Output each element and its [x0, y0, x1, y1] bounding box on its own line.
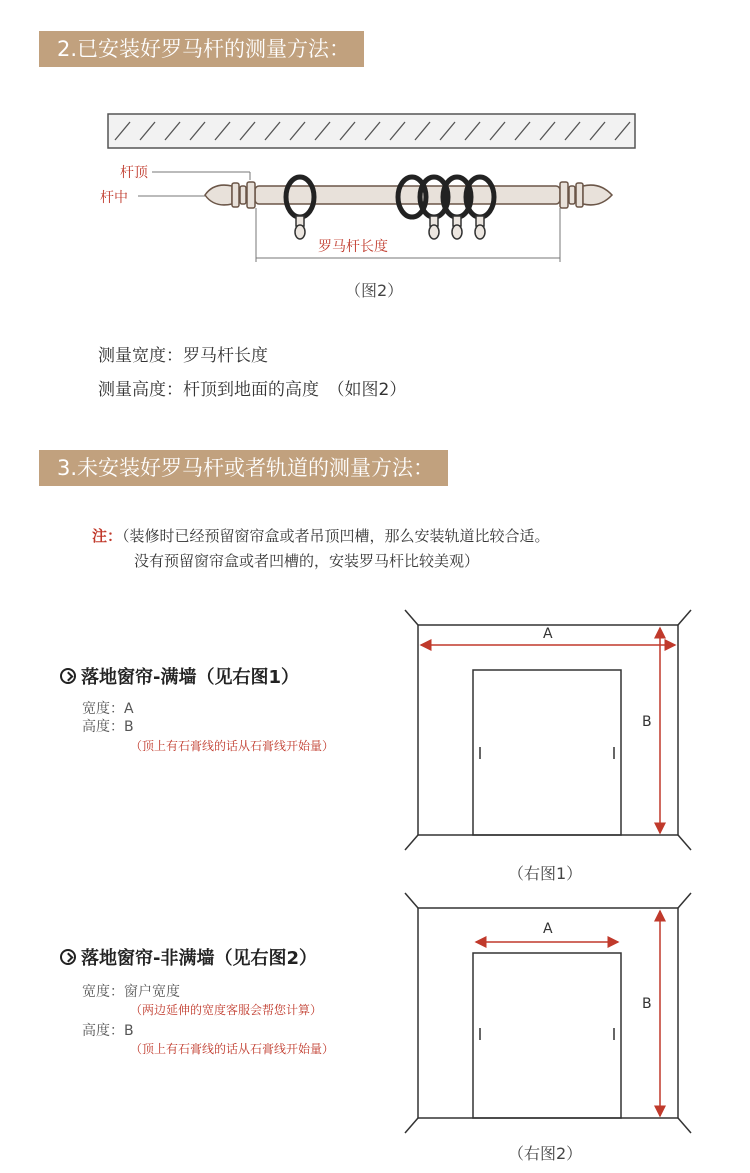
case2-heading	[60, 944, 317, 970]
case2-height-note: （顶上有石膏线的话从石膏线开始量）	[130, 1042, 335, 1056]
case2-width: 宽度：窗户宽度	[82, 984, 180, 1000]
note-line-1	[92, 525, 550, 546]
case1-width: 宽度：A	[82, 701, 134, 717]
section2-banner: 2.已安装好罗马杆的测量方法：	[39, 31, 364, 67]
case1-height: 高度：B	[82, 719, 134, 735]
case2-width-note: （两边延伸的宽度客服会帮您计算）	[130, 1003, 323, 1017]
label-rod-middle: 杆中	[100, 190, 128, 206]
case1-heading	[60, 663, 299, 689]
note-text-1: （装修时已经预留窗帘盒或者吊顶凹槽，那么安装轨道比较合适。	[122, 527, 550, 545]
rod-length-label: 罗马杆长度	[318, 239, 388, 255]
case1-heading-text: 落地窗帘-满墙（见右图1）	[81, 667, 299, 688]
chevron-circle-right-icon	[60, 668, 76, 684]
roman-rod	[205, 182, 612, 208]
fig1-caption: （右图1）	[508, 864, 583, 883]
fig2-caption: （右图2）	[508, 1144, 583, 1163]
case1-note: （顶上有石膏线的话从石膏线开始量）	[130, 739, 335, 753]
ceiling-hatch	[108, 114, 635, 148]
section3-banner: 3.未安装好罗马杆或者轨道的测量方法：	[39, 450, 448, 486]
fig2-a-label: A	[543, 921, 553, 937]
fig1-b-label: B	[642, 714, 652, 730]
case2-heading-text: 落地窗帘-非满墙（见右图2）	[81, 948, 317, 969]
figure-right-1	[400, 605, 700, 855]
fig2-b-label: B	[642, 996, 652, 1012]
note-label: 注：	[92, 527, 123, 545]
note-line-2: 没有预留窗帘盒或者凹槽的，安装罗马杆比较美观）	[134, 552, 480, 570]
chevron-circle-right-icon	[60, 949, 76, 965]
measure-height-text: 测量高度：杆顶到地面的高度 （如图2）	[98, 380, 407, 400]
fig1-a-label: A	[543, 626, 553, 642]
figure2-caption: （图2）	[345, 281, 404, 300]
label-rod-top: 杆顶	[120, 165, 148, 181]
case2-height: 高度：B	[82, 1023, 134, 1039]
measure-width-text: 测量宽度：罗马杆长度	[98, 346, 268, 366]
